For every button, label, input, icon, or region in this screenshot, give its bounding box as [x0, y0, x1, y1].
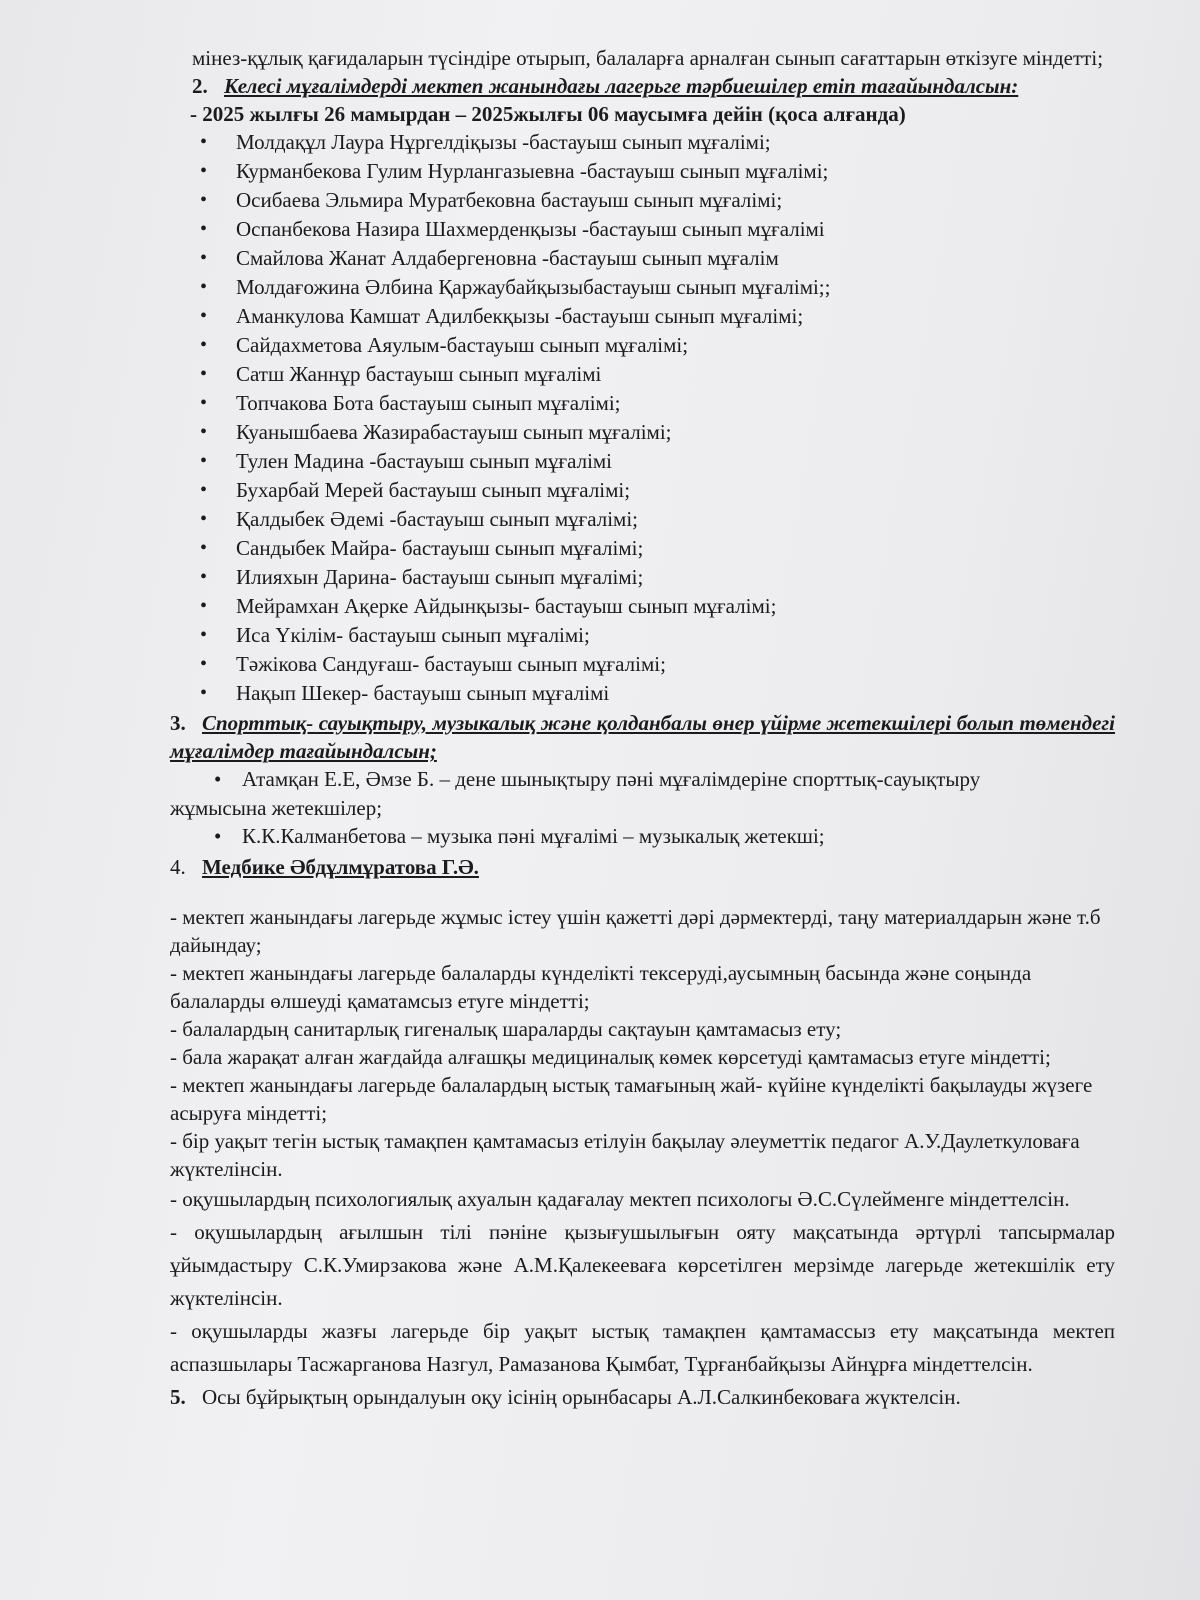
duty-paragraph: - бір уақыт тегін ыстық тамақпен қамтамасыз етілуін бақылау әлеуметтік педагог А.У.Даулеткуловаға жүктелінсін.: [170, 1129, 1080, 1181]
section-4-title: Медбике Әбдұлмұратова Г.Ә.: [202, 855, 479, 879]
section-3-number: 3.: [170, 711, 186, 735]
list-item: • Қалдыбек Әдемі -бастауыш сынып мұғалімі;: [170, 505, 1115, 534]
club-leaders-list: [170, 765, 1115, 794]
list-item: • Атамқан Е.Е, Әмзе Б. – дене шынықтыру пәні мұғалімдеріне спорттық-сауықтыру: [170, 765, 1115, 794]
section-5-text: Осы бұйрықтың орындалуын оқу ісінің орынбасары А.Л.Салкинбековаға жүктелсін.: [202, 1385, 961, 1409]
duty-paragraph: - мектеп жанындағы лагерьде жұмыс істеу үшін қажетті дәрі дәрмектерді, таңу материалдарын және т.б дайындау;: [170, 905, 1101, 957]
list-item-continuation: жұмысына жетекшілер;: [170, 796, 383, 820]
list-item: • Сандыбек Майра- бастауыш сынып мұғалімі;: [170, 534, 1115, 563]
list-item: • Тулен Мадина -бастауыш сынып мұғалімі: [170, 447, 1115, 476]
list-item: • Мейрамхан Ақерке Айдынқызы- бастауыш сынып мұғалімі;: [170, 592, 1115, 621]
duty-paragraph: - бала жарақат алған жағдайда алғашқы медициналық көмек көрсетуді қамтамасыз етуге міндетті;: [170, 1045, 1051, 1069]
duty-paragraph: - мектеп жанындағы лагерьде балалардың ыстық тамағының жай- күйіне күнделікті бақылауды жүзеге асыруға міндетті;: [170, 1073, 1093, 1125]
nurse-duties: [170, 903, 1115, 1183]
section-4-heading: [170, 853, 1115, 881]
list-item: • Смайлова Жанат Алдабергеновна -бастауыш сынып мұғалім: [170, 244, 1115, 273]
list-item: • Сайдахметова Аяулым-бастауыш сынып мұғалімі;: [170, 331, 1115, 360]
list-item: • Сатш Жаннұр бастауыш сынып мұғалімі: [170, 360, 1115, 389]
section-3-title: Спорттық- сауықтыру, музыкалық және қолданбалы өнер үйірме жетекшілері болып төмендегі мұғалімдер тағайындалсын;: [170, 711, 1115, 763]
list-item: • Нақып Шекер- бастауыш сынып мұғалімі: [170, 679, 1115, 708]
list-item: • Куанышбаева Жазирабастауыш сынып мұғалімі;: [170, 418, 1115, 447]
section-2-heading: [192, 72, 1115, 100]
list-item: • Бухарбай Мерей бастауыш сынып мұғалімі;: [170, 476, 1115, 505]
list-item: • Молдағожина Әлбина Қаржаубайқызыбастауыш сынып мұғалімі;;: [170, 273, 1115, 302]
section-5: [170, 1383, 1115, 1411]
duty-paragraph: - балалардың санитарлық гигеналық шараларды сақтауын қамтамасыз ету;: [170, 1017, 842, 1041]
list-item: • Оспанбекова Назира Шахмерденқызы -бастауыш сынып мұғалімі: [170, 215, 1115, 244]
list-item: • Аманкулова Камшат Адилбекқызы -бастауыш сынып мұғалімі;: [170, 302, 1115, 331]
section-3-heading: [170, 709, 1115, 765]
list-item: • Тәжікова Сандуғаш- бастауыш сынып мұғалімі;: [170, 650, 1115, 679]
club-leaders-list-2: [170, 822, 1115, 851]
duty-paragraph: - оқушыларды жазғы лагерьде бір уақыт ыстық тамақпен қамтамассыз ету мақсатында мектеп аспазшылары Тасжарганова Назгул, Рамазанова Қымбат, Тұрғанбайқызы Айнұрға міндеттелсін.: [170, 1319, 1115, 1376]
list-item: • Иса Үкілім- бастауыш сынып мұғалімі;: [170, 621, 1115, 650]
other-duties: [170, 1183, 1115, 1381]
date-range-line: - 2025 жылғы 26 мамырдан – 2025жылғы 06 маусымға дейін (қоса алғанда): [190, 102, 906, 126]
list-item: • Курманбекова Гулим Нурлангазыевна -бастауыш сынып мұғалімі;: [170, 157, 1115, 186]
list-item: • Илияхын Дарина- бастауыш сынып мұғалімі;: [170, 563, 1115, 592]
section-4-number: 4.: [170, 855, 186, 879]
section-2-title: Келесі мұғалімдерді мектеп жанындағы лагерьге тәрбиешілер етіп тағайындалсын:: [224, 74, 1019, 98]
section-2-number: 2.: [192, 74, 208, 98]
list-item: • Осибаева Эльмира Муратбековна бастауыш сынып мұғалімі;: [170, 186, 1115, 215]
list-item: • К.К.Калманбетова – музыка пәні мұғалімі – музыкалық жетекші;: [170, 822, 1115, 851]
section-5-number: 5.: [170, 1385, 186, 1409]
list-item: • Молдақұл Лаура Нұргелдіқызы -бастауыш сынып мұғалімі;: [170, 128, 1115, 157]
duty-paragraph: - оқушылардың ағылшын тілі пәніне қызығушылығын ояту мақсатында әртүрлі тапсырмалар ұйымдастыру С.К.Умирзакова және А.М.Қалекееваға көрсетілген мерзімде лагерьде жетекшілік ету жүктелінсін.: [170, 1220, 1115, 1310]
document-body: [170, 44, 1115, 1411]
list-item: • Топчакова Бота бастауыш сынып мұғалімі;: [170, 389, 1115, 418]
duty-paragraph: - мектеп жанындағы лагерьде балаларды күнделікті тексеруді,аусымның басында және соңында балаларды өлшеуді қаматамсыз етуге міндетті;: [170, 961, 1032, 1013]
duty-paragraph: - оқушылардың психологиялық ахуалын қадағалау мектеп психологы Ә.С.Сүлейменге міндеттелсін.: [170, 1187, 1070, 1211]
teacher-list: [170, 128, 1115, 708]
intro-paragraph: мінез-құлық қағидаларын түсіндіре отырып, балаларға арналған сынып сағаттарын өткізуге міндетті;: [192, 46, 1104, 70]
